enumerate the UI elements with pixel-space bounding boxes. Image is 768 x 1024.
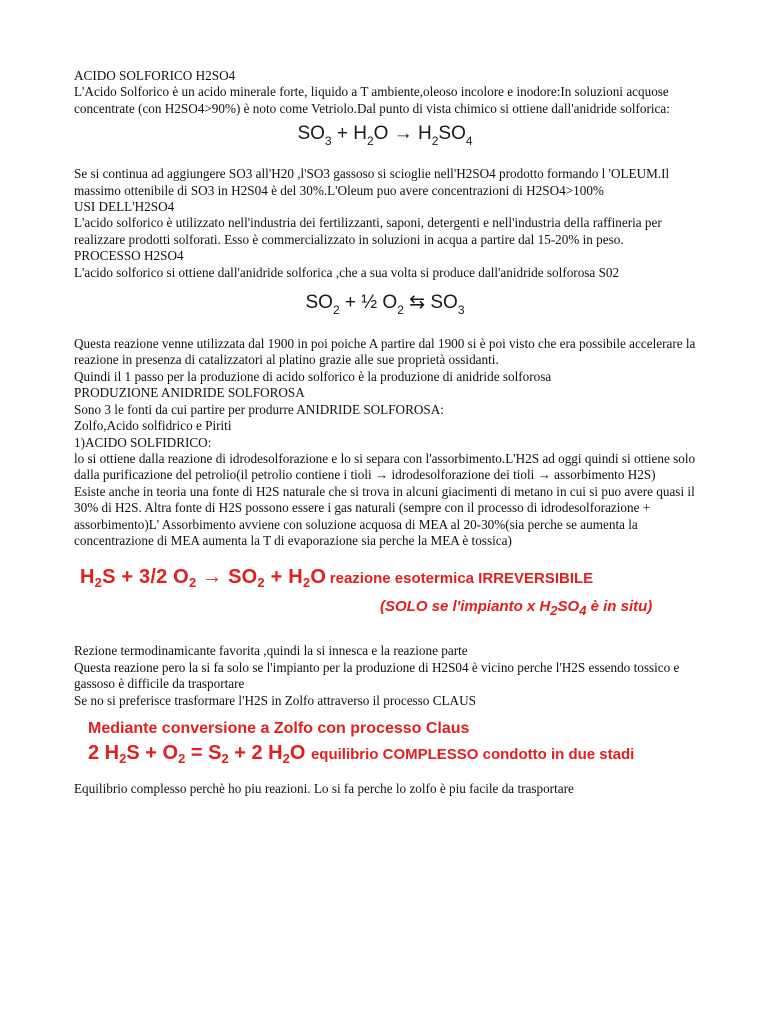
equation-so3-h2o: $SO_3 + H_2O \to H_2SO_4$ (297, 123, 473, 149)
paragraph-fonti-h2s: Esiste anche in teoria una fonte di H2S naturale che si trova in alcuni giacimenti di metano in cui si puo avere quasi il 30% di H2S. Altra fonte di H2S possono essere i gas naturali (sempre con il processo di idrodesolforazione + assorbimento)L' Assorbimento avviene con soluzione acquosa di MEA al 20-30%(sia perche se aumenta la concentrazione di MEA aumenta la T di evaporazione sia perche la MEA è tossica) (74, 483, 695, 548)
paragraph-equilibrio: Equilibrio complesso perchè ho piu reazioni. Lo si fa perche lo zolfo è piu facile da trasportare (74, 780, 574, 796)
heading-processo: PROCESSO H2SO4 (74, 248, 184, 264)
paragraph-processo: L'acido solforico si ottiene dall'anidride solforica ,che a sua volta si produce dall'anidride solforosa S02 (74, 264, 620, 280)
paragraph-impianto: Questa reazione pero la si fa solo se l'impianto per la produzione di H2S04 è vicino perche l'H2S essendo tossico e gassoso è difficile da trasportare (74, 659, 680, 692)
paragraph-oleum: Se si continua ad aggiungere SO3 all'H20 ,l'SO3 gassoso si scioglie nell'H2SO4 prodotto formando l 'OLEUM.Il massimo ottenibile di SO3 in H2S04 è del 30%.L'Oleum puo avere concentrazioni di H2SO4>100% (74, 166, 670, 198)
claus-equation: 2 $H_2S + O_2 = S_2 + 2$ $H_2O$ equilibrio COMPLESSO condotto in due stadi (88, 741, 635, 766)
heading-acido-solforico: ACIDO SOLFORICO H2SO4 (74, 68, 236, 83)
paragraph-claus: Se no si preferisce trasformare l'H2S in Zolfo attraverso il processo CLAUS (74, 692, 476, 708)
paragraph-idrodesolforazione: lo si ottiene dalla reazione di idrodesolforazione e lo si separa con l'assorbimento.L'H2S ad oggi quindi si ottiene solo dalla purificazione del petrolio(il petrolio contiene i tioli → idrodesolforazione dei tioli → assorbimento H2S) (74, 450, 696, 483)
paragraph-intro: L'Acido Solforico è un acido minerale forte, liquido a T ambiente,oleoso incolore e inodore:In soluzioni acquose concentrate (con H2SO4>90%) è noto come Vetriolo.Dal punto di vista chimico si ottiene dall'anidride solforica: (74, 84, 670, 116)
paragraph-usi: L'acido solforico è utilizzato nell'industria dei fertilizzanti, saponi, detergenti e nell'industria della raffineria per realizzare prodotti solforati. Esso è commercializzato in soluzioni in acqua a partire dal 15-20% in peso. (74, 215, 662, 247)
heading-usi: USI DELL'H2SO4 (74, 199, 175, 215)
paragraph-fonti: Sono 3 le fonti da cui partire per produrre ANIDRIDE SOLFOROSA: (74, 401, 444, 417)
claus-label: equilibrio COMPLESSO condotto in due stadi (310, 745, 635, 763)
paragraph-primo-passo: Quindi il 1 passo per la produzione di acido solforico è la produzione di anidride solforosa (74, 368, 552, 384)
paragraph-fonti-lista: Zolfo,Acido solfidrico e Piriti (74, 418, 232, 434)
claus-title: Mediante conversione a Zolfo con processo Claus (88, 719, 470, 737)
equation-so2-o2: $SO_2$ + ½ $O_2$ ⇆ $SO_3$ (305, 292, 465, 318)
heading-produzione: PRODUZIONE ANIDRIDE SOLFOROSA (74, 385, 305, 401)
reaction-h2s-combustion-image: $H_2S + 3/2$ $O_2 \to SO_2 + H_2O$ reazione esotermica IRREVERSIBILE (SOLO se l'impianto x $H_2SO_4$ è in situ) (80, 566, 653, 619)
heading-acido-solfidrico: 1)ACIDO SOLFIDRICO: (74, 434, 212, 450)
paragraph-catalizzatori: Questa reazione venne utilizzata dal 1900 in poi poiche A partire dal 1900 si è poi visto che era possibile accelerare la reazione in presenza di catalizzatori al platino grazie alle sue proprietà ossidanti. (74, 336, 696, 368)
reaction-note: (SOLO se l'impianto x $H_2SO_4$ è in situ) (380, 598, 653, 619)
paragraph-termodinamica: Rezione termodinamicante favorita ,quindi la si innesca e la reazione parte (74, 643, 468, 659)
reaction-claus-image (88, 717, 696, 775)
document-page (74, 68, 696, 797)
reaction-label: reazione esotermica IRREVERSIBILE (329, 570, 594, 588)
